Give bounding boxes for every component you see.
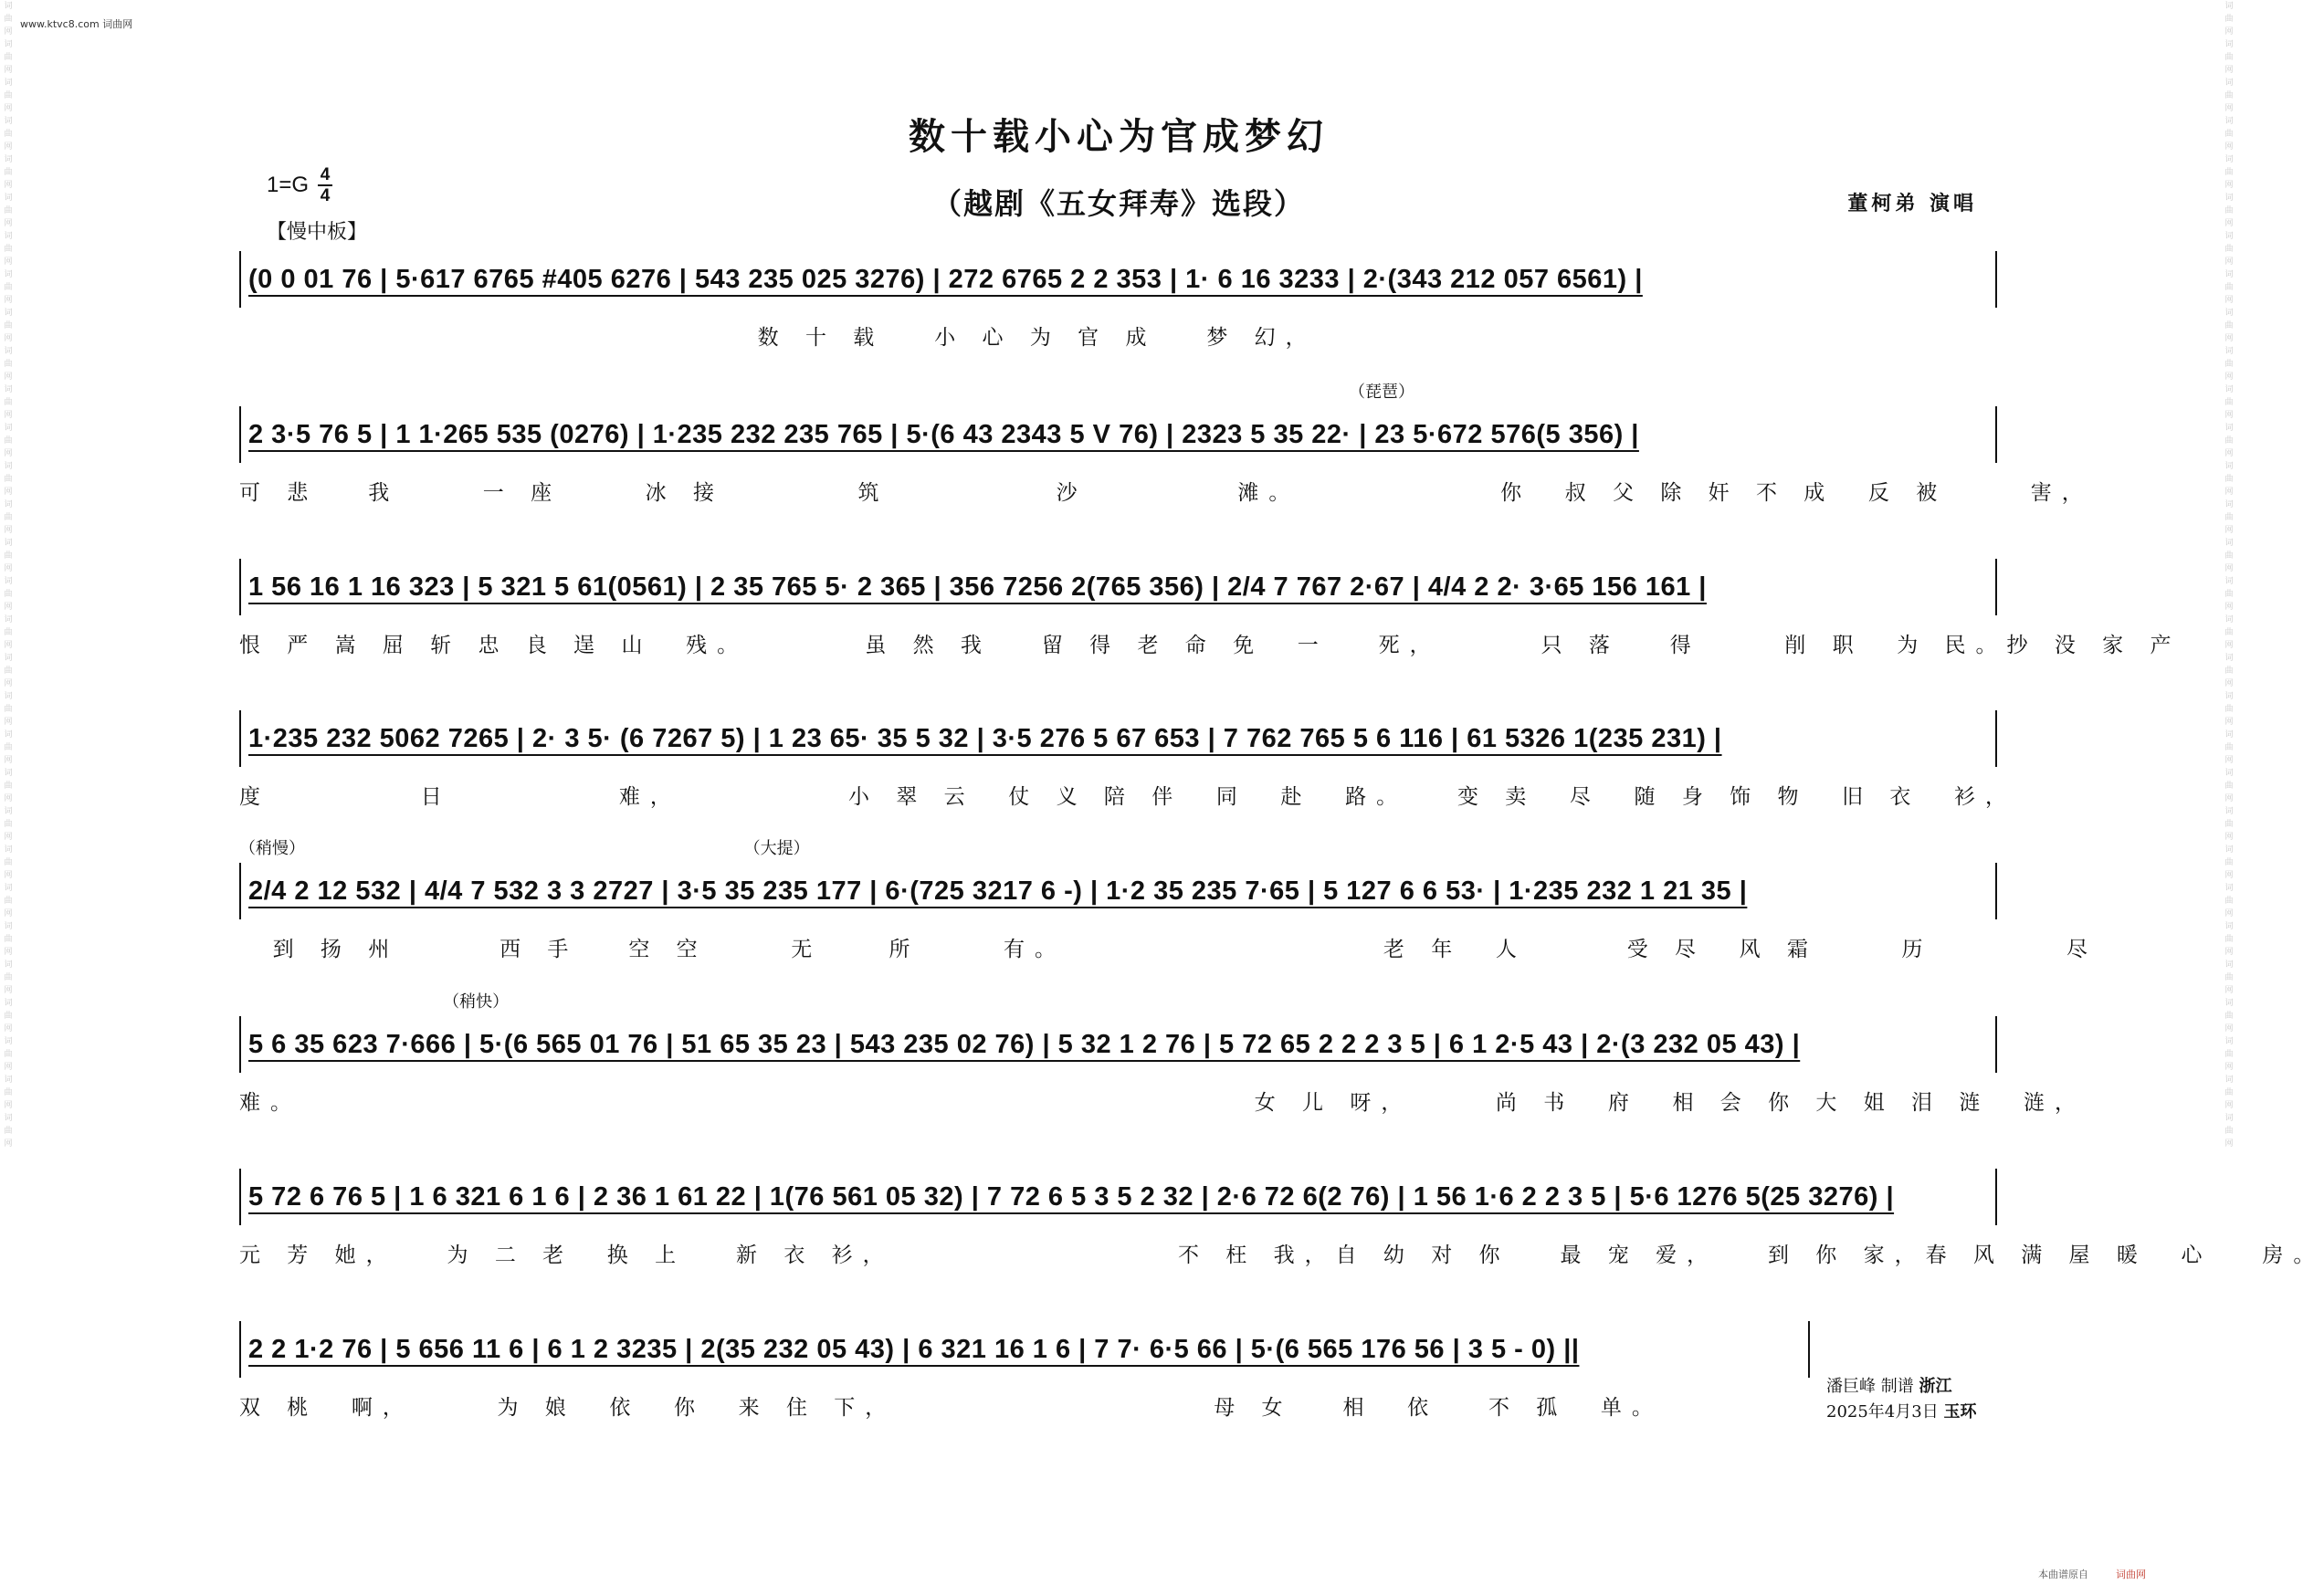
notation-line: 2/4 2 12 532 | 4/4 7 532 3 3 2727 | 3·5 35 235 177 | 6·(725 3217 6 -) | 1·2 35 235 7·65 | 5 127 6 6 53· | 1·235 232 1 21 35 | <box>239 863 1997 919</box>
system-marking: （稍慢） （大提） <box>239 839 810 858</box>
key-signature <box>267 166 332 205</box>
score-subtitle: （越剧《五女拜寿》选段） <box>931 186 1305 221</box>
transcriber-credit <box>1826 1374 1976 1425</box>
time-signature-bottom: 4 <box>320 186 331 205</box>
lyrics-line: 难。 女 儿 呀， 尚 书 府 相 会 你 大 姐 泪 涟 涟， <box>239 1091 2086 1115</box>
notation-line: (0 0 01 76 | 5·617 6765 #405 6276 | 543 235 025 3276) | 272 6765 2 2 353 | 1· 6 16 3233 | 2·(343 212 057 6561) | <box>239 251 1997 308</box>
time-signature-top: 4 <box>320 165 331 184</box>
lyrics-line: 到 扬 州 西 手 空 空 无 所 有。 老 年 人 受 尽 风 霜 历 尽 <box>239 938 2098 961</box>
score-system-8 <box>239 1321 1997 1427</box>
notation-line: 5 6 35 623 7·666 | 5·(6 565 01 76 | 51 65 35 23 | 543 235 02 76) | 5 32 1 2 76 | 5 72 65 2 2 2 3 5 | 6 1 2·5 43 | 2·(3 232 05 43) | <box>239 1016 1997 1073</box>
lyrics-line: 元 芳 她， 为 二 老 换 上 新 衣 衫， 不 枉 我，自 幼 对 你 最 宠 爱， 到 你 家，春 风 满 屋 暖 心 房。 <box>239 1243 2324 1267</box>
tempo-marking: 【慢中板】 <box>267 220 368 243</box>
singer-credit: 董柯弟 演唱 <box>1847 192 1977 215</box>
footer-site-link[interactable]: 词曲网 <box>2116 1569 2146 1580</box>
score-title: 数十载小心为官成梦幻 <box>909 115 1329 158</box>
notation-line: 2 2 1·2 76 | 5 656 11 6 | 6 1 2 3235 | 2(35 232 05 43) | 6 321 16 1 6 | 7 7· 6·5 66 | 5·(6 565 176 56 | 3 5 - 0) || <box>239 1321 1810 1378</box>
key-label: 1=G <box>267 173 310 197</box>
score-system-6 <box>239 992 2086 1122</box>
lyrics-line: 度 日 难， 小 翠 云 仗 义 陪 伴 同 赴 路。 变 卖 尽 随 身 饰 物 旧 衣 衫， <box>239 785 2017 809</box>
time-signature <box>318 166 332 205</box>
transcriber-name: 潘巨峰 制谱 <box>1826 1377 1914 1396</box>
system-marking: （稍快） <box>239 992 510 1012</box>
footer-source-text: 本曲谱原自 <box>2038 1569 2088 1580</box>
score-system-5 <box>239 839 2098 969</box>
score-system-1 <box>239 251 1997 357</box>
lyrics-line: 双 桃 啊， 为 娘 依 你 来 住 下， 母 女 相 依 不 孤 单。 <box>239 1396 1663 1420</box>
score-system-3 <box>239 559 2182 665</box>
score-system-2 <box>239 383 2093 512</box>
system-marking: （琵琶） <box>1349 383 1414 402</box>
footer-source <box>2038 1567 2146 1581</box>
notation-line: 5 72 6 76 5 | 1 6 321 6 1 6 | 2 36 1 61 22 | 1(76 561 05 32) | 7 72 6 5 3 5 2 32 | 2·6 72 6(2 76) | 1 56 1·6 2 2 3 5 | 5·6 1276 5(25 3276) | <box>239 1169 1997 1225</box>
notation-line: 1 56 16 1 16 323 | 5 321 5 61(0561) | 2 35 765 5· 2 365 | 356 7256 2(765 356) | 2/4 7 767 2·67 | 4/4 2 2· 3·65 156 161 | <box>239 559 1997 615</box>
notation-line: 1·235 232 5062 7265 | 2· 3 5· (6 7267 5) | 1 23 65· 35 5 32 | 3·5 276 5 67 653 | 7 762 765 5 6 116 | 61 5326 1(235 231) | <box>239 710 1997 767</box>
transcription-date: 2025年4月3日 <box>1826 1402 1939 1422</box>
transcriber-city: 玉环 <box>1943 1402 1977 1422</box>
right-watermark-strip: 词曲网 词曲网 词曲网 词曲网 词曲网 词曲网 词曲网 词曲网 词曲网 词曲网 词曲网 词曲网 词曲网 词曲网 词曲网 词曲网 词曲网 词曲网 词曲网 词曲网 词曲网 词曲网 词曲网 词曲网 词曲网 词曲网 词曲网 词曲网 词曲网 词曲网 <box>2224 2 2234 1149</box>
left-watermark-strip: 词曲网 词曲网 词曲网 词曲网 词曲网 词曲网 词曲网 词曲网 词曲网 词曲网 词曲网 词曲网 词曲网 词曲网 词曲网 词曲网 词曲网 词曲网 词曲网 词曲网 词曲网 词曲网 词曲网 词曲网 词曲网 词曲网 词曲网 词曲网 词曲网 词曲网 <box>4 2 13 1149</box>
score-system-7 <box>239 1169 2324 1275</box>
site-tag: www.ktvc8.com 词曲网 <box>20 18 133 30</box>
notation-line: 2 3·5 76 5 | 1 1·265 535 (0276) | 1·235 232 235 765 | 5·(6 43 2343 5 V 76) | 2323 5 35 22· | 23 5·672 576(5 356) | <box>239 406 1997 463</box>
lyrics-line: 恨 严 嵩 屈 斩 忠 良 逞 山 残。 虽 然 我 留 得 老 命 免 一 死， 只 落 得 削 职 为 民。抄 没 家 产 <box>239 634 2182 657</box>
transcriber-province: 浙江 <box>1919 1377 1952 1396</box>
lyrics-line: 可 悲 我 一 座 冰 接 筑 沙 滩。 你 叔 父 除 奸 不 成 反 被 害， <box>239 481 2093 505</box>
lyrics-line: 数 十 载 小 心 为 官 成 梦 幻， <box>239 326 1317 350</box>
score-system-4 <box>239 710 2017 816</box>
